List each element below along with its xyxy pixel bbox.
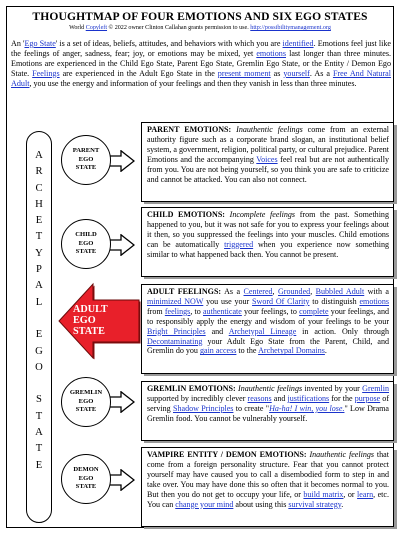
bright-principles-link[interactable]: Bright Principles [147,326,206,336]
column-letter: A [35,427,43,439]
box-text: and [205,326,229,336]
subtitle-middle: © 2022 owner Clinton Callahan grants permission to use. [107,25,251,31]
column-letter: O [35,361,43,373]
feelings-link[interactable]: feelings [164,306,191,316]
gain-access-link[interactable]: gain access [199,346,237,356]
change-your-mind-link[interactable]: change your mind [175,499,234,509]
state-label: DEMON [73,466,99,474]
box-text: supported by incredibly clever [147,393,248,403]
child-ego-state-circle [61,219,111,269]
vampire-emotions-box [141,447,394,527]
column-letter: P [36,264,42,276]
centered-link[interactable]: Centered [243,287,273,296]
intro-text: . As a [309,68,333,78]
intro-text: An ' [11,39,25,48]
emotions-link[interactable]: emotions [359,296,389,306]
column-letter: R [35,166,43,178]
state-label: STATE [75,248,97,256]
box-text: in action. Only through [296,326,389,336]
emotions-link[interactable]: emotions [256,48,286,58]
parent-arrow-icon [109,150,135,172]
intro-text: ' is a set of ideas, beliefs, attitudes, and behaviors with which you are [55,39,283,48]
archetypal-domains-link[interactable]: Archetypal Domains [258,346,325,356]
parent-emotions-box [141,122,394,202]
gremlin-arrow-icon [109,391,135,413]
feelings-link[interactable]: Feelings [32,68,60,78]
column-letter: C [35,182,43,194]
archetypal-ego-state-label [27,148,51,474]
state-label: STATE [75,406,97,414]
subtitle-prefix: World [69,25,86,31]
state-label: EGO [78,397,94,405]
box-text: " Low Drama Gremlin food. You cannot be vulnerably yourself. [147,403,390,423]
intro-text: last longer than three minutes. Emotions are experienced in the Child Ego State, Parent Ego State, Gremlin Ego State, or the Entity / Demon Ego State. [11,48,392,78]
shadow-principles-link[interactable]: Shadow Principles [173,403,234,413]
ego-state-link[interactable]: Ego State [24,39,56,48]
adult-feelings-box [141,284,394,374]
voices-link[interactable]: Voices [256,154,278,164]
box-text: about using this [233,499,289,509]
box-heading: CHILD EMOTIONS: [147,210,225,219]
sword-of-clarity-link[interactable]: Sword Of Clarity [252,296,310,306]
box-text: to the [236,346,259,356]
box-text: for the [329,393,355,403]
box-heading: GREMLIN EMOTIONS: [147,384,236,393]
box-text: when you experience now something similar to what happened back then. You cannot be present. [147,239,389,259]
authenticate-link[interactable]: authenticate [202,306,242,316]
column-letter: L [35,296,43,308]
archetypal-ego-state-column [26,131,52,523]
box-text: As a [221,287,244,296]
complete-link[interactable]: complete [299,306,329,316]
child-emotions-box [141,207,394,277]
box-text: , [310,287,316,296]
build-matrix-link[interactable]: build matrix [303,489,344,499]
box-text: come from an external authority figure such as a corporate brand slogan, an institutional belief system, a government, religion, political party, or cultural prejudice. Parent Emotions and the accompanying [147,125,390,164]
state-label: ADULT [73,304,108,315]
minimized-now-link[interactable]: minimized NOW [147,296,204,306]
state-label: PARENT [72,147,100,155]
column-letter: G [35,345,43,357]
state-label: STATE [75,164,97,172]
box-text: with a [364,287,389,296]
survival-strategy-link[interactable]: survival strategy [288,499,342,509]
box-text: of serving [147,393,390,413]
box-text: , etc. You can [147,489,389,509]
box-heading: ADULT FEELINGS: [147,287,222,296]
archetypal-lineage-link[interactable]: Archetypal Lineage [228,326,297,336]
intro-paragraph [11,39,391,89]
child-arrow-icon [109,234,135,256]
bubbled-adult-link[interactable]: Bubbled Adult [315,287,365,296]
present-moment-link[interactable]: present moment [217,68,271,78]
gremlin-link[interactable]: Gremlin [362,384,389,393]
box-text: , to [190,306,203,316]
column-letter [27,311,51,327]
state-label: EGO [78,474,94,482]
intro-text: as [270,68,284,78]
column-letter: T [35,410,43,422]
learn-link[interactable]: learn [357,489,374,499]
free-adult-link[interactable]: Free And Natural Adult [11,68,392,88]
box-text: to create " [233,403,270,413]
triggered-link[interactable]: triggered [224,239,254,249]
gremlin-emotions-box [141,381,394,441]
box-lead: Incomplete feelings [224,210,296,219]
reasons-link[interactable]: reasons [247,393,272,403]
column-letter: E [35,459,43,471]
demon-arrow-icon [109,469,135,491]
state-label: CHILD [75,231,97,239]
identified-link[interactable]: identified [282,39,314,48]
state-label: EGO [78,239,94,247]
box-lead: Inauthentic feelings [235,384,303,393]
column-letter: H [35,198,43,210]
yourself-link[interactable]: yourself [283,68,310,78]
box-heading: VAMPIRE ENTITY / DEMON EMOTIONS: [147,450,307,459]
justifications-link[interactable]: justifications [287,393,330,403]
page-title: THOUGHTMAP OF FOUR EMOTIONS AND SIX EGO STATES [32,10,368,23]
copyleft-link[interactable]: Copyleft [85,25,108,31]
box-text: your feelings, and to responsibly apply the energy and wisdom of your feelings to be your [147,306,390,326]
box-text: , or [343,489,358,499]
adult-ego-state-label [73,304,125,338]
gremlin-ego-state-circle [61,377,111,427]
box-text: your feelings, to [241,306,300,316]
state-label: EGO [73,315,96,327]
box-text: and [271,393,288,403]
ha-ha-link[interactable]: Ha-ha! I win, you lose. [269,403,345,413]
box-text: your Adult Ego State from the Parent, Child, and Gremlin do you [147,336,389,356]
thoughtmap-page [6,6,394,528]
column-letter: E [35,329,43,341]
parent-ego-state-circle [61,135,111,185]
website-link[interactable]: http://possibilitymanagement.org [250,25,331,31]
state-label: STATE [75,483,97,491]
column-letter: E [35,215,43,227]
box-text: invented by your [302,384,363,393]
state-label: EGO [78,155,94,163]
box-lead: Inauthentic feelings [231,125,303,134]
column-letter: S [36,394,42,406]
column-letter: A [35,150,43,161]
column-letter: Y [35,247,43,259]
box-text: feel real but are not authentically from you. You are not being yourself, so you think you are safe to criticize and cannot be attacked. You can also not connect. [147,154,389,184]
box-text: to distinguish [309,296,360,306]
intro-text: . Emotions feel just like the feelings of anger, sadness, fear; joy, or emotions may be mixed, yet [11,39,392,58]
intro-text: are experienced in the Adult Ego State in the [59,68,218,78]
box-text: you use your [203,296,253,306]
decontaminating-link[interactable]: Decontaminating [147,336,203,346]
box-lead: Inauthentic feelings [306,450,375,459]
box-text: . [341,499,344,509]
box-text: from [147,306,165,316]
column-letter: A [35,280,43,292]
column-letter [27,376,51,392]
state-label: GREMLIN [69,389,103,397]
purpose-link[interactable]: purpose [354,393,381,403]
box-text: from the past. Something happened to you, but it was not safe for you to express your feelings about it then, so you suppressed the feelings into your muscles. Child emotions can be automatically [147,210,389,249]
grounded-link[interactable]: Grounded [278,287,311,296]
box-text: . [324,346,327,356]
intro-text: , you use the energy and information of your feelings and then they vanish in less than three minutes. [29,78,357,88]
box-heading: PARENT EMOTIONS: [147,125,232,134]
box-text: , [272,287,278,296]
box-text: that come from a foreign personality structure. Fear that you cannot protect yourself may have caused you to call a disembodied form to step in and take over. You may have done this so often that it becomes normal to you. But then you do not get to occupy your life, or [147,450,389,499]
column-letter: T [35,443,43,455]
state-label: STATE [73,326,105,338]
page-subtitle [7,25,393,31]
demon-ego-state-circle [61,454,111,504]
column-letter: T [35,231,43,243]
